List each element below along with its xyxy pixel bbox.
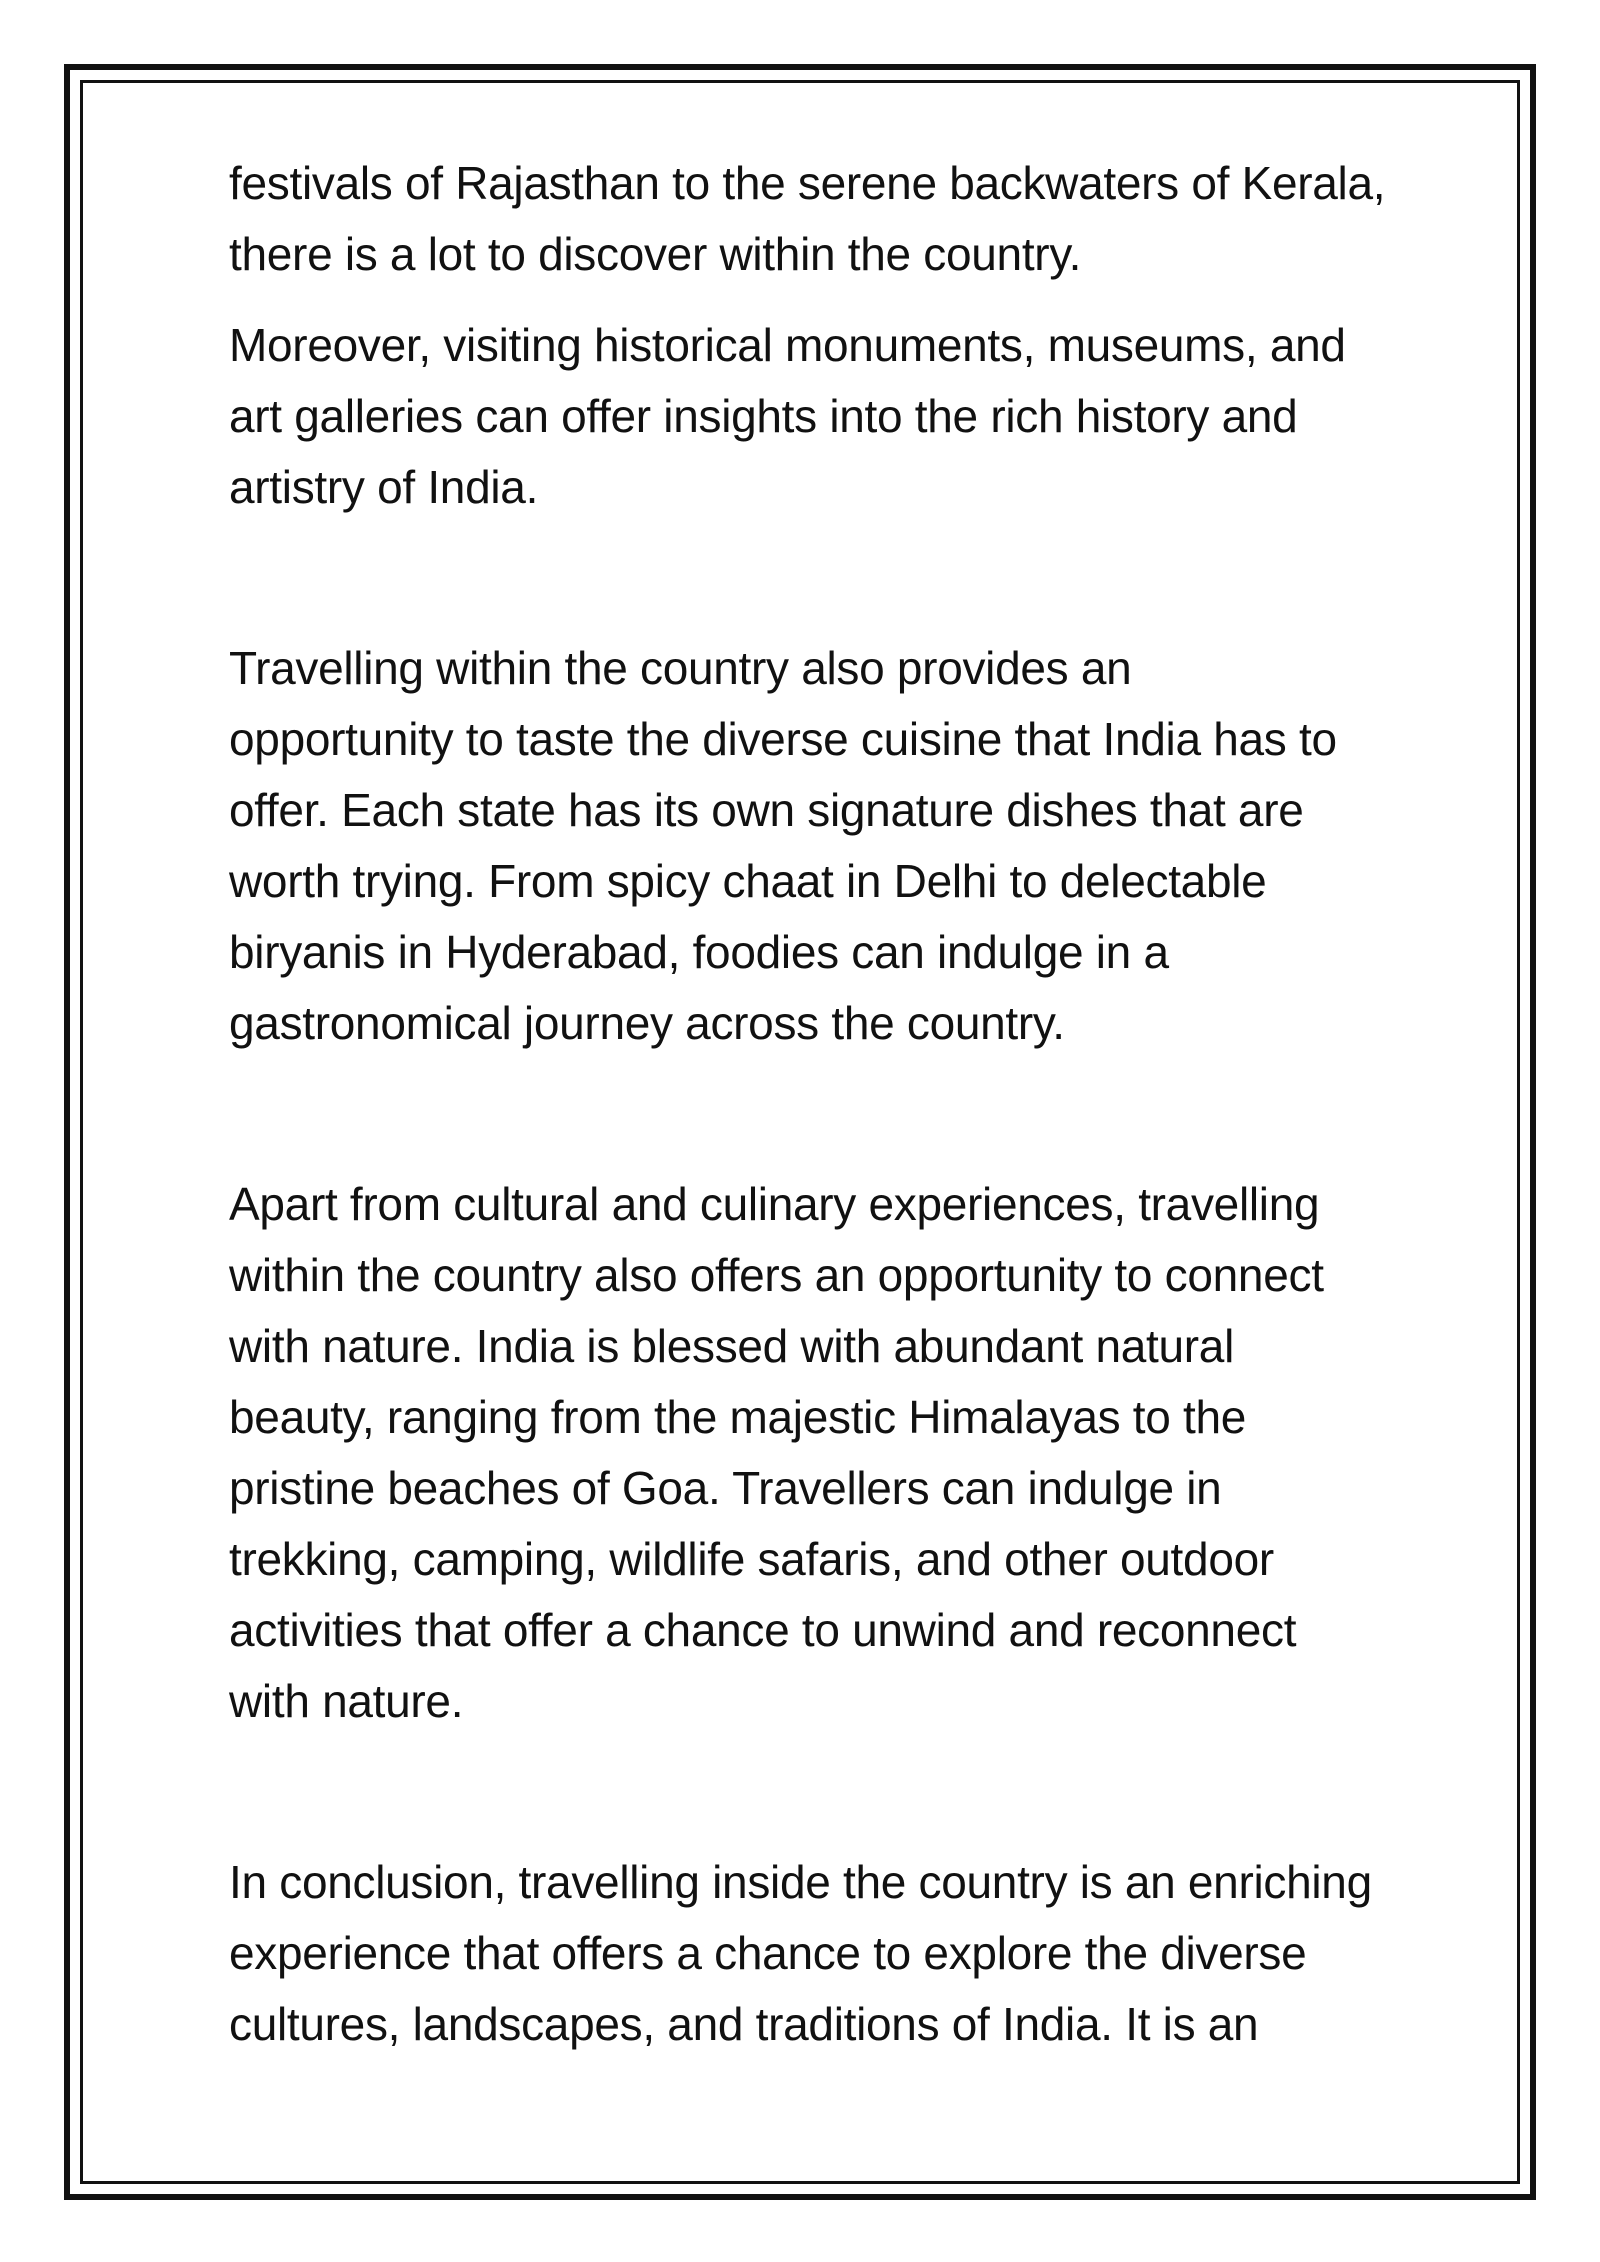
paragraph-spacing — [229, 290, 1499, 310]
document-body — [229, 148, 1499, 2060]
paragraph — [229, 1847, 1499, 2060]
paragraph-spacing — [229, 1059, 1499, 1169]
text-line: within the country also offers an opportunity to connect — [229, 1249, 1324, 1301]
text-line: there is a lot to discover within the country. — [229, 228, 1082, 280]
text-line: trekking, camping, wildlife safaris, and other outdoor — [229, 1533, 1274, 1585]
text-line: Apart from cultural and culinary experiences, travelling — [229, 1178, 1320, 1230]
text-line: activities that offer a chance to unwind and reconnect — [229, 1604, 1297, 1656]
paragraph — [229, 310, 1499, 523]
text-line: offer. Each state has its own signature dishes that are — [229, 784, 1304, 836]
text-line: gastronomical journey across the country. — [229, 997, 1065, 1049]
text-line: festivals of Rajasthan to the serene backwaters of Kerala, — [229, 157, 1386, 209]
text-line: with nature. — [229, 1675, 464, 1727]
text-line: with nature. India is blessed with abundant natural — [229, 1320, 1235, 1372]
text-line: artistry of India. — [229, 461, 539, 513]
text-line: opportunity to taste the diverse cuisine that India has to — [229, 713, 1337, 765]
text-line: worth trying. From spicy chaat in Delhi to delectable — [229, 855, 1267, 907]
text-line: pristine beaches of Goa. Travellers can indulge in — [229, 1462, 1222, 1514]
paragraph — [229, 633, 1499, 1059]
text-line: In conclusion, travelling inside the country is an enriching — [229, 1856, 1372, 1908]
text-line: experience that offers a chance to explore the diverse — [229, 1927, 1307, 1979]
text-line: biryanis in Hyderabad, foodies can indulge in a — [229, 926, 1169, 978]
text-line: art galleries can offer insights into the rich history and — [229, 390, 1298, 442]
paragraph-spacing — [229, 1737, 1499, 1847]
paragraph — [229, 1169, 1499, 1737]
text-line: Travelling within the country also provides an — [229, 642, 1132, 694]
text-line: beauty, ranging from the majestic Himalayas to the — [229, 1391, 1247, 1443]
paragraph-spacing — [229, 523, 1499, 633]
text-line: Moreover, visiting historical monuments, museums, and — [229, 319, 1346, 371]
text-line: cultures, landscapes, and traditions of India. It is an — [229, 1998, 1259, 2050]
paragraph — [229, 148, 1499, 290]
